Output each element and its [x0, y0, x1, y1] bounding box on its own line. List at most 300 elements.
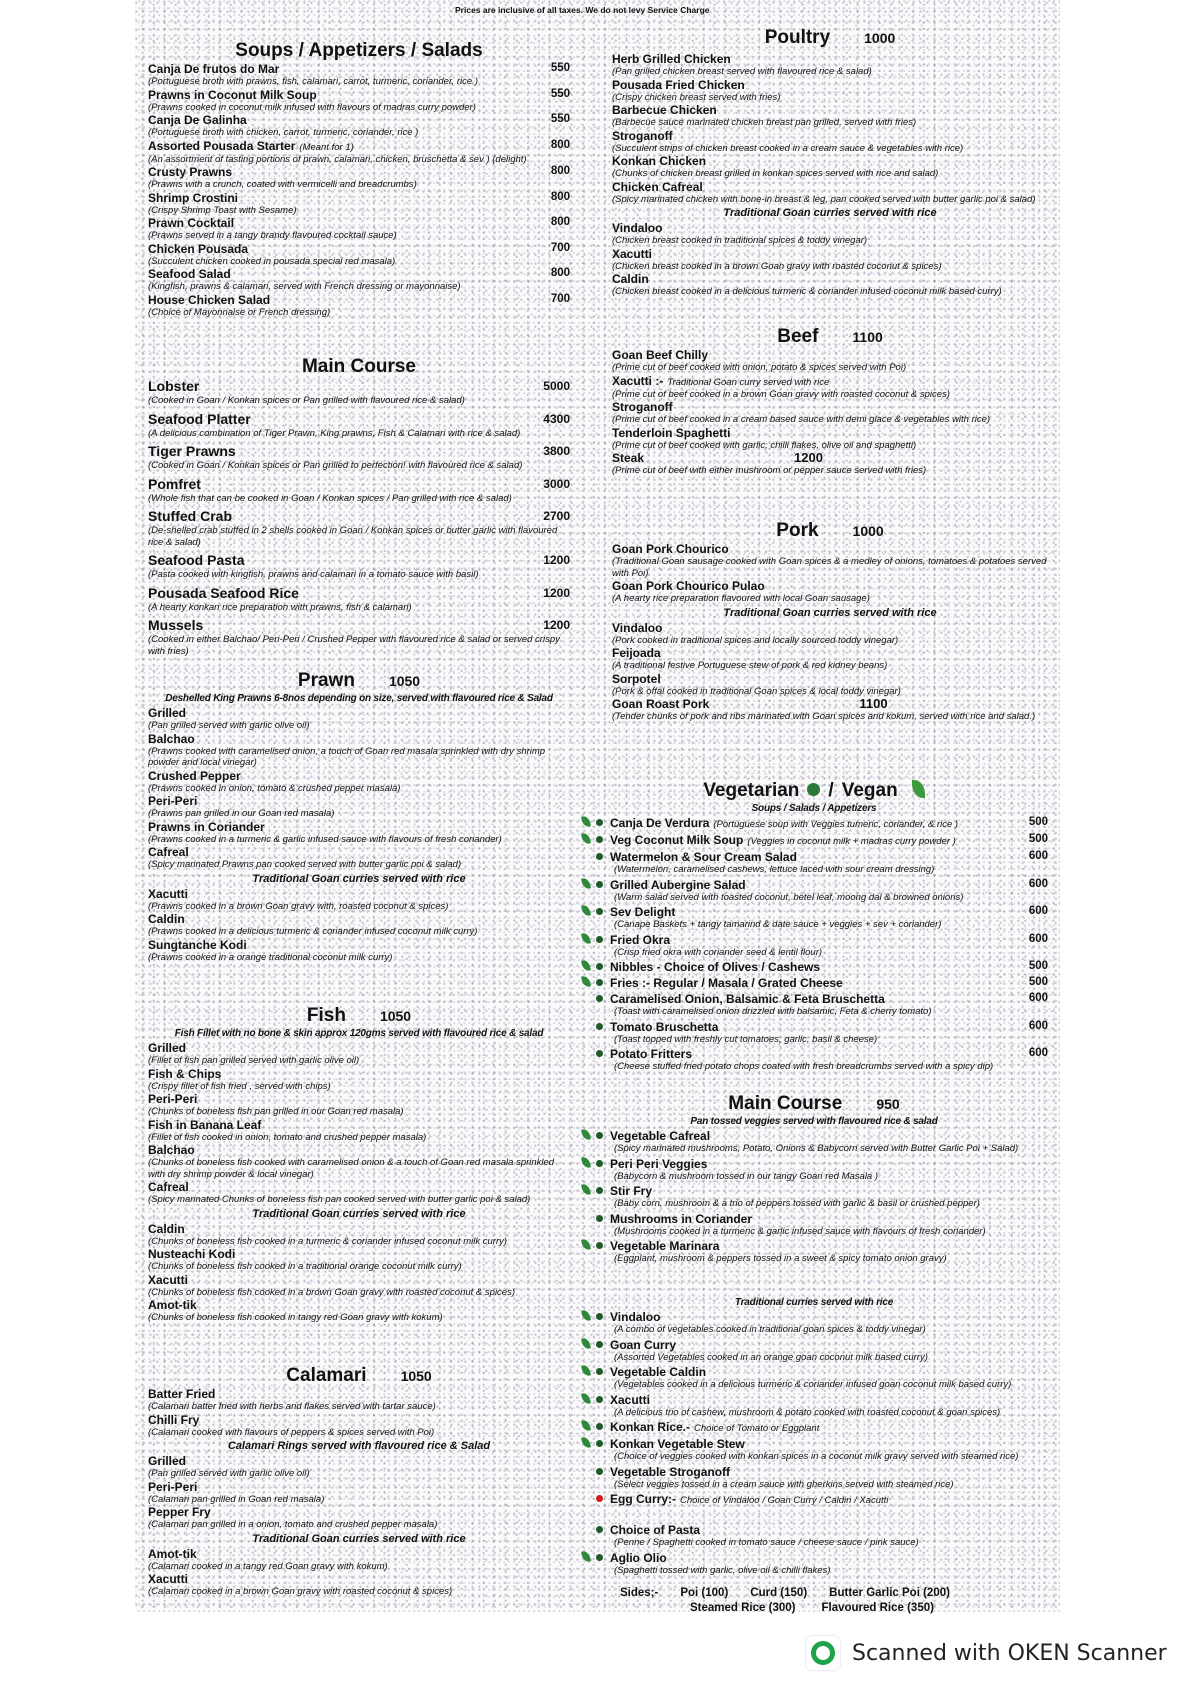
item-price: 600: [1028, 1019, 1048, 1032]
menu-item: [148, 732, 570, 769]
menu-item: [612, 697, 1048, 723]
item-title-line: [612, 426, 1048, 440]
menu-item: [612, 221, 1048, 247]
item-name: Sorpotel: [612, 671, 661, 686]
diet-marks: [580, 1393, 610, 1405]
item-description: (A hearty konkan rice preparation with prawns, fish & calamari): [148, 601, 412, 613]
item-price: 1200: [543, 585, 570, 600]
item-description: (Pan grilled chicken breast served with flavoured rice & salad): [612, 66, 872, 77]
item-note: (Meant for 1): [299, 141, 354, 153]
menu-item: [148, 1298, 570, 1324]
menu-item: [148, 1505, 570, 1531]
item-price: 800: [550, 216, 570, 228]
scanner-watermark: [806, 1636, 1167, 1670]
item-title-line: [148, 1505, 570, 1519]
item-name: Goan Roast Pork: [612, 697, 710, 711]
menu-item: [580, 1047, 1048, 1073]
item-name: Pousada Seafood Rice: [148, 584, 299, 601]
item-title-line: [580, 833, 1048, 848]
item-name: Xacutti :-: [612, 373, 664, 388]
item-name: Konkan Vegetable Stew: [610, 1437, 745, 1451]
item-name: Goan Curry: [610, 1337, 677, 1352]
item-description: (Select veggies tossed in a cream sauce with gherkins served with steamed rice): [614, 1478, 954, 1490]
section-title: Prawn: [297, 670, 355, 691]
item-title-line: [148, 732, 570, 746]
vegetarian-dot-icon: [596, 1396, 603, 1403]
item-name: Batter Fried: [148, 1387, 216, 1401]
item-description: (Whole fish that can be cooked in Goan / Konkan spices / Pan grilled with rice & salad): [148, 492, 512, 504]
item-title-line: [148, 1180, 570, 1194]
item-note: (Portuguese soup with Veggies tumeric, coriander, & rice ): [713, 819, 959, 830]
item-title-line: [148, 1572, 570, 1586]
item-title-line: [612, 672, 1048, 686]
section-title: Beef: [777, 326, 819, 347]
item-price: 500: [1028, 833, 1048, 845]
item-name: Nusteachi Kodi: [148, 1247, 236, 1261]
subheading: Traditional Goan curries served with rice: [252, 1207, 466, 1220]
item-description: (Toast topped with freshly cut tomatoes, garlic, basil & cheese): [614, 1033, 878, 1045]
item-title-line: [580, 1212, 1048, 1226]
menu-item: [612, 426, 1048, 452]
item-name: Grilled: [148, 1454, 187, 1468]
item-description: (Prawns served in a tangy brandy flavoured cocktail sauce): [148, 230, 397, 241]
item-title-line: [580, 1420, 1048, 1435]
item-title-line: [612, 52, 1048, 66]
item-name: Seafood Pasta: [148, 552, 245, 568]
item-note: (Veggies in coconut milk + madras curry powder ): [747, 836, 956, 847]
item-name: Fish & Chips: [148, 1066, 222, 1081]
item-name: Grilled Aubergine Salad: [610, 877, 746, 892]
item-title-line: [148, 585, 570, 602]
item-price: 1200: [543, 618, 570, 632]
menu-item: [612, 400, 1048, 426]
item-description: (Chunks of boneless fish cooked in tangy red Goan gravy with kokum): [148, 1312, 443, 1323]
item-name: Herb Grilled Chicken: [612, 52, 731, 66]
diet-marks: [580, 992, 610, 1004]
menu-item: [580, 1184, 1048, 1210]
vegetarian-dot-icon: [596, 836, 603, 843]
tax-notice: Prices are inclusive of all taxes. We do not levy Service Charge: [455, 5, 710, 15]
section-heading: [148, 40, 570, 62]
vegan-leaf-icon: [581, 1238, 591, 1250]
item-description: (Calamari pan grilled in Goan red masala): [148, 1493, 325, 1505]
item-title-line: [148, 267, 570, 281]
item-description: (Babycorn & mushroom tossed in our tangy Goan red Masala ): [614, 1170, 879, 1182]
item-name: Vegetable Caldin: [610, 1365, 707, 1379]
menu-item: [612, 154, 1048, 180]
item-description: (Spicy marinated chicken with bone-in breast & leg, pan cooked served with butter garlic poi & salad): [612, 193, 1036, 205]
item-description: (Cooked in either Balchao/ Peri-Peri / Crushed Pepper with flavoured rice & salad or served crispy with fries): [148, 634, 560, 657]
vegetarian-dot-icon: [596, 963, 603, 970]
menu-item: [612, 52, 1048, 78]
vegan-leaf-icon: [581, 904, 591, 916]
item-description: (Portuguese broth with prawns, fish, calamari, carrot, turmeric, coriander, rice ): [148, 76, 478, 87]
menu-item: [580, 816, 1048, 831]
item-title-line: [612, 247, 1048, 261]
item-description: (Chunks of boneless fish cooked in a brown Goan gravy with roasted coconut & spices): [148, 1286, 515, 1298]
menu-item: [148, 1180, 570, 1206]
section-title: Poultry: [764, 27, 831, 48]
menu-item: [580, 1523, 1048, 1549]
menu-section-veg-curries: [580, 1296, 1048, 1576]
item-name: Crushed Pepper: [148, 768, 241, 783]
item-title-line: [580, 992, 1048, 1006]
item-title-line: [580, 1365, 1048, 1379]
menu-section-beef: [580, 326, 1048, 520]
item-title-line: [612, 542, 1048, 556]
section-subtitle: Fish Fillet with no bone & skin approx 120gms served with flavoured rice & salad: [174, 1028, 544, 1039]
item-price: 800: [550, 138, 570, 151]
menu-item: [148, 1067, 570, 1093]
item-title-line: [580, 1129, 1048, 1143]
section-title: Main Course: [728, 1093, 843, 1114]
item-description: (Fillet of fish cooked in onion, tomato and crushed pepper masala): [148, 1131, 427, 1143]
item-title-line: [612, 579, 1048, 593]
item-name: Caldin: [148, 1221, 185, 1236]
item-name: Vindaloo: [612, 221, 663, 235]
item-name: Stroganoff: [612, 128, 673, 143]
item-title-line: [148, 617, 570, 634]
item-name: Caramelised Onion, Balsamic & Feta Bruschetta: [610, 992, 885, 1006]
item-name: Seafood Platter: [148, 410, 251, 427]
vegan-leaf-icon: [581, 975, 591, 987]
diet-marks: [580, 1239, 610, 1251]
vegetarian-dot-icon: [596, 881, 603, 888]
item-name: Choice of Pasta: [610, 1523, 701, 1537]
menu-item: [580, 976, 1048, 990]
item-name: Konkan Chicken: [612, 154, 707, 168]
item-name: Caldin: [612, 272, 649, 286]
vegetarian-dot-icon: [596, 1468, 603, 1475]
section-subtitle: Pan tossed veggies served with flavoured rice & salad: [690, 1116, 938, 1127]
item-title-line: [612, 451, 1048, 465]
diet-marks: [580, 1157, 610, 1169]
item-title-line: [148, 113, 570, 127]
item-title-line: [148, 62, 570, 76]
item-title-line: [580, 850, 1048, 864]
vegetarian-dot-icon: [596, 995, 603, 1002]
item-title-line: [580, 878, 1048, 892]
section-title: Vegetarian: [703, 780, 800, 801]
vegetarian-dot-icon: [596, 1526, 603, 1533]
menu-section-poultry: [580, 27, 1048, 326]
diet-marks: [580, 976, 610, 988]
item-title-line: [580, 1551, 1048, 1565]
item-description: (Calamari cooked in a brown Goan gravy with roasted coconut & spices): [148, 1586, 453, 1597]
item-title-line: [612, 154, 1048, 168]
menu-item: [612, 646, 1048, 672]
diet-marks: [580, 1420, 610, 1432]
diet-marks: [580, 1551, 610, 1563]
item-name: Aglio Olio: [610, 1550, 667, 1565]
menu-item: [580, 960, 1048, 974]
item-description: (Prawns cooked in a turmeric & garlic infused sauce with flavours of fresh coriander): [148, 833, 502, 845]
menu-item: [580, 1157, 1048, 1183]
menu-item: [612, 78, 1048, 104]
vegetarian-dot-icon: [596, 1313, 603, 1320]
item-name: Tomato Bruschetta: [610, 1019, 719, 1034]
item-description: (Mushrooms cooked in a turmeric & garlic infused sauce with flavours of fresh coriander): [614, 1225, 986, 1237]
menu-section-soups: [148, 40, 570, 356]
diet-marks: [580, 1465, 610, 1477]
item-description: (Pan grilled served with garlic olive oil): [148, 1468, 310, 1479]
item-name: Vindaloo: [610, 1310, 661, 1324]
item-description: (Fillet of fish pan grilled served with garlic olive oil): [148, 1055, 360, 1066]
item-title-line: [148, 165, 570, 179]
menu-item: [148, 411, 570, 440]
vegetarian-dot-icon: [596, 853, 603, 860]
item-title-line: [580, 933, 1048, 947]
vegetarian-dot-icon: [596, 1440, 603, 1447]
diet-marks: [580, 1338, 610, 1350]
item-name: Peri-Peri: [148, 794, 198, 808]
menu-item: [148, 1118, 570, 1144]
diet-marks: [580, 960, 610, 972]
item-title-line: [612, 374, 1048, 389]
menu-item: [580, 1338, 1048, 1364]
section-price: 1000: [852, 523, 884, 539]
section-heading: [148, 670, 570, 692]
item-price: 600: [1028, 877, 1048, 890]
menu-item: [612, 621, 1048, 647]
vegetarian-dot-icon: [596, 936, 603, 943]
item-name: Shrimp Crostini: [148, 190, 239, 205]
menu-section-prawn: [148, 670, 570, 1005]
menu-item: [580, 1365, 1048, 1391]
menu-item: [148, 267, 570, 293]
item-title-line: [148, 1480, 570, 1494]
menu-item: [148, 1273, 570, 1299]
item-description: (Chicken breast cooked in traditional spices & toddy vinegar): [612, 235, 868, 246]
item-name: Canja De Verdura: [610, 816, 710, 830]
item-description: (Chunks of chicken breast grilled in konkan spices served with rice and salad): [612, 168, 939, 179]
side-item: Steamed Rice (300): [690, 1602, 796, 1614]
item-title-line: [148, 191, 570, 205]
item-description: (Chunks of boneless fish cooked with caramelised onion & a touch of Goan red masala sprinkled with dry shrimp powder & local vinegar): [148, 1157, 555, 1180]
menu-item: [612, 542, 1048, 579]
item-description: (Baby corn, mushroom & a trio of peppers tossed with garlic & basil or crushed pepper): [614, 1198, 980, 1209]
item-title-line: [148, 1387, 570, 1401]
menu-item: [148, 1092, 570, 1118]
item-name: Nibbles - Choice of Olives / Cashews: [610, 960, 821, 974]
item-name: Stuffed Crab: [148, 508, 232, 524]
item-description: (Chunks of boneless fish cooked in a turmeric & coriander infused coconut milk curry): [148, 1235, 508, 1247]
item-title-line: [148, 769, 570, 783]
item-title-line: [612, 221, 1048, 235]
vegan-leaf-icon: [581, 1419, 591, 1431]
item-title-line: [580, 1523, 1048, 1537]
menu-item: [148, 820, 570, 846]
menu-item: [580, 850, 1048, 876]
item-title-line: [148, 293, 570, 307]
item-title-line: [612, 646, 1048, 660]
item-description: (Spicy marinated Prawns pan cooked served with butter garlic poi & salad): [148, 859, 462, 870]
item-price: 550: [550, 87, 570, 100]
item-title-line: [148, 443, 570, 460]
menu-item: [612, 672, 1048, 698]
section-title: Fish: [306, 1005, 346, 1026]
menu-item: [148, 139, 570, 166]
vegetarian-dot-icon: [596, 908, 603, 915]
item-title-line: [580, 1338, 1048, 1352]
menu-item: [148, 938, 570, 964]
item-price: 800: [550, 190, 570, 203]
item-description: (A delicious trio of cashew, mushroom & potato cooked with roasted coconut & goan spices): [614, 1406, 1001, 1418]
item-name: Crusty Prawns: [148, 165, 233, 179]
item-name: Grilled: [148, 1041, 187, 1055]
diet-marks: [580, 1492, 610, 1504]
item-name: Grilled: [148, 706, 187, 720]
item-note: Traditional Goan curry served with rice: [667, 376, 830, 388]
item-name: Peri-Peri: [148, 1092, 198, 1106]
item-title-line: [612, 180, 1048, 194]
item-description: (Spicy marinated Chunks of boneless fish pan cooked served with butter garlic poi & salad): [148, 1194, 531, 1205]
item-price: 550: [550, 113, 570, 125]
menu-item: [580, 1129, 1048, 1155]
item-description: (An assortment of tasting portions of prawn, calamari, chicken, bruschetta & sev ) (delight): [148, 153, 527, 165]
item-title-line: [612, 348, 1048, 362]
vegetarian-dot-icon: [596, 1023, 603, 1030]
item-name: Chicken Pousada: [148, 241, 249, 256]
vegetarian-dot-icon: [596, 819, 603, 826]
item-price: 500: [1028, 816, 1048, 828]
item-price: 1100: [859, 696, 888, 711]
item-description: (Chicken breast cooked in a brown Goan gravy with roasted coconut & spices): [612, 260, 942, 272]
item-description: (Toast with caramelised onion drizzled with balsamic, Feta & cherry tomato): [614, 1006, 932, 1017]
item-name: Potato Fritters: [610, 1047, 693, 1061]
item-title-line: [580, 1239, 1048, 1253]
item-description: (Succulent strips of chicken breast cooked in a cream sauce & vegetables with rice): [612, 142, 964, 154]
item-name: Assorted Pousada Starter: [148, 138, 296, 153]
item-title-line: [148, 216, 570, 230]
item-title-line: [580, 1492, 1048, 1507]
item-title-line: [580, 1465, 1048, 1479]
item-title-line: [148, 794, 570, 808]
section-price: 1050: [379, 1008, 412, 1024]
item-name: Egg Curry:-: [610, 1492, 676, 1506]
item-description: (Prawns cooked with caramelised onion, a touch of Goan red masala sprinkled with dry shrimp powder and local vinegar): [148, 745, 546, 768]
item-title-line: [148, 242, 570, 256]
item-price: 600: [1028, 1047, 1048, 1059]
item-description: (A hearty rice preparation flavoured with local Goan sausage): [612, 593, 870, 604]
diet-marks: [580, 833, 610, 845]
menu-item: [148, 165, 570, 191]
item-description: (Warm salad served with toasted coconut, betel leaf, moong dal & browned onions): [614, 891, 964, 903]
item-title-line: [580, 1020, 1048, 1034]
menu-item: [580, 1310, 1048, 1336]
vegan-leaf-icon: [581, 1309, 591, 1321]
item-name: Goan Pork Chourico: [612, 542, 729, 556]
vegetarian-dot-icon: [596, 1423, 603, 1430]
item-name: Fried Okra: [610, 932, 671, 947]
menu-item: [580, 1420, 1048, 1435]
menu-item: [148, 769, 570, 795]
diet-marks: [580, 1310, 610, 1322]
item-price: 500: [1028, 960, 1048, 972]
diet-marks: [580, 1020, 610, 1032]
item-title-line: [580, 976, 1048, 990]
item-description: (Prime cut of beef cooked with onion, potato & spices served with Poi): [612, 362, 907, 373]
vegan-leaf-icon: [912, 780, 925, 798]
item-title-line: [148, 1092, 570, 1106]
item-description: (Prawns cooked in a delicious turmeric & coriander infused coconut milk curry): [148, 926, 478, 937]
section-subtitle: Traditional curries served with rice: [734, 1297, 894, 1308]
vegan-leaf-icon: [581, 815, 591, 827]
section-heading: [148, 1365, 570, 1387]
section-title: Main Course: [301, 356, 417, 377]
item-title-line: [148, 476, 570, 493]
item-price: 3000: [543, 476, 570, 491]
menu-item: [148, 1547, 570, 1573]
menu-item: [580, 905, 1048, 931]
diet-marks: [580, 933, 610, 945]
item-name: Amot-tik: [148, 1298, 197, 1312]
menu-item: [580, 1551, 1048, 1577]
item-name: Prawn Cocktail: [148, 216, 235, 230]
section-title: Pork: [776, 520, 819, 541]
item-description: (Prawns cooked in a brown Goan gravy with, roasted coconut & spices): [148, 900, 449, 912]
menu-item: [612, 103, 1048, 129]
diet-marks: [580, 816, 610, 828]
menu-item: [612, 129, 1048, 155]
item-title-line: [580, 1393, 1048, 1407]
item-name: Vindaloo: [612, 620, 663, 635]
item-title-line: [148, 1413, 570, 1427]
item-note: Choice of Vindaloo / Goan Curry / Caldin / Xacutti: [680, 1495, 889, 1506]
menu-item: [148, 617, 570, 657]
item-name: Vegetable Marinara: [610, 1239, 720, 1253]
subheading: Traditional Goan curries served with rice: [252, 1532, 466, 1545]
item-description: (Spicy marinated mushrooms, Potato, Onions & Babycorn served with Butter Garlic Poi + Salad): [614, 1143, 1019, 1154]
section-subtitle: Soups / Salads / Appetizers: [751, 803, 877, 814]
item-description: (Pasta cooked with kingfish, prawns and calamari in a tomato sauce with basil): [148, 569, 479, 580]
vegetarian-dot-icon: [596, 1242, 603, 1249]
menu-item: [580, 1465, 1048, 1491]
diet-marks: [580, 1523, 610, 1535]
item-description: (Prawns cooked in coconut milk infused with flavours of madras curry powder): [148, 101, 476, 113]
item-title-line: [612, 78, 1048, 92]
item-title-line: [148, 1222, 570, 1236]
item-description: (Chicken breast cooked in a delicious turmeric & coriander infused coconut milk based curry): [612, 286, 1002, 297]
item-title-line: [148, 508, 570, 525]
item-description: (Crispy Shrimp Toast with Sesame): [148, 204, 297, 216]
item-title-line: [580, 1310, 1048, 1324]
item-name: Prawns in Coconut Milk Soup: [148, 87, 317, 102]
item-description: (Cheese stuffed fried potato chops coated with fresh breadcrumbs served with a spicy dip): [614, 1061, 994, 1072]
item-name: Pomfret: [148, 475, 201, 492]
item-title-line: [148, 88, 570, 102]
item-description: (A traditional festive Portuguese stew of pork & red kidney beans): [612, 660, 888, 671]
item-name: Fish in Banana Leaf: [148, 1117, 262, 1132]
menu-item: [580, 1492, 1048, 1507]
item-name: Tiger Prawns: [148, 443, 236, 459]
item-title-line: [148, 552, 570, 569]
item-name: Canja De Galinha: [148, 113, 247, 127]
item-title-line: [148, 378, 570, 395]
item-name: Fries :- Regular / Masala / Grated Cheese: [610, 976, 843, 990]
section-price: 1000: [864, 30, 896, 46]
menu-item: [580, 1239, 1048, 1265]
item-description: (Succulent chicken cooked in pousada special red masala): [148, 255, 396, 267]
item-title-line: [148, 1454, 570, 1468]
vegan-leaf-icon: [581, 959, 591, 971]
menu-item: [580, 1212, 1048, 1238]
menu-section-veg-main: [580, 1093, 1048, 1296]
menu-item: [148, 113, 570, 139]
item-title-line: [148, 1273, 570, 1287]
item-title-line: [148, 820, 570, 834]
item-name: Chicken Cafreal: [612, 179, 703, 194]
